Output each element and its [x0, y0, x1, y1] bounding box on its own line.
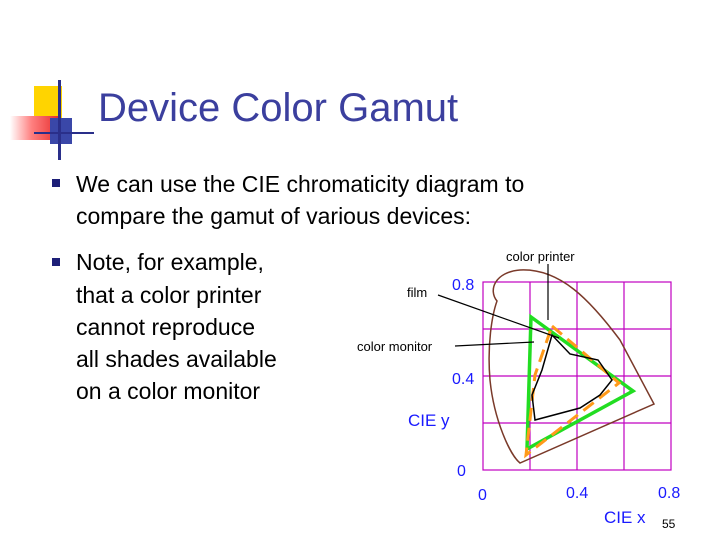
color-printer-gamut — [526, 326, 619, 455]
y-tick-label: 0 — [457, 463, 466, 480]
slide-title: Device Color Gamut — [98, 86, 459, 130]
label-film: film — [407, 285, 428, 300]
x-tick-label: 0 — [478, 487, 487, 504]
spectral-locus-outline — [489, 270, 654, 463]
y-tick-label: 0.4 — [452, 371, 475, 388]
bullet-1-line-2: compare the gamut of various devices: — [76, 203, 472, 229]
callout-line-color-monitor — [455, 342, 534, 346]
bullet-2-line-1: Note, for example, — [76, 249, 264, 275]
bullet-2-line-4: all shades available — [76, 346, 277, 372]
grid — [483, 282, 671, 470]
bullet-2-line-2: that a color printer — [76, 282, 262, 308]
x-tick-label: 0.4 — [566, 485, 589, 502]
bullet-2-line-3: cannot reproduce — [76, 314, 256, 340]
callout-line-film — [438, 295, 559, 338]
x-axis-label: CIE x — [604, 508, 646, 527]
bullet-1-line-1: We can use the CIE chromaticity diagram to — [76, 171, 525, 197]
y-axis-label: CIE y — [408, 411, 450, 430]
label-color-monitor: color monitor — [357, 339, 433, 354]
x-tick-label: 0.8 — [658, 485, 681, 502]
label-color-printer: color printer — [506, 249, 575, 264]
bullet-2-line-5: on a color monitor — [76, 378, 261, 404]
y-tick-label: 0.8 — [452, 277, 475, 294]
page-number: 55 — [662, 517, 676, 531]
